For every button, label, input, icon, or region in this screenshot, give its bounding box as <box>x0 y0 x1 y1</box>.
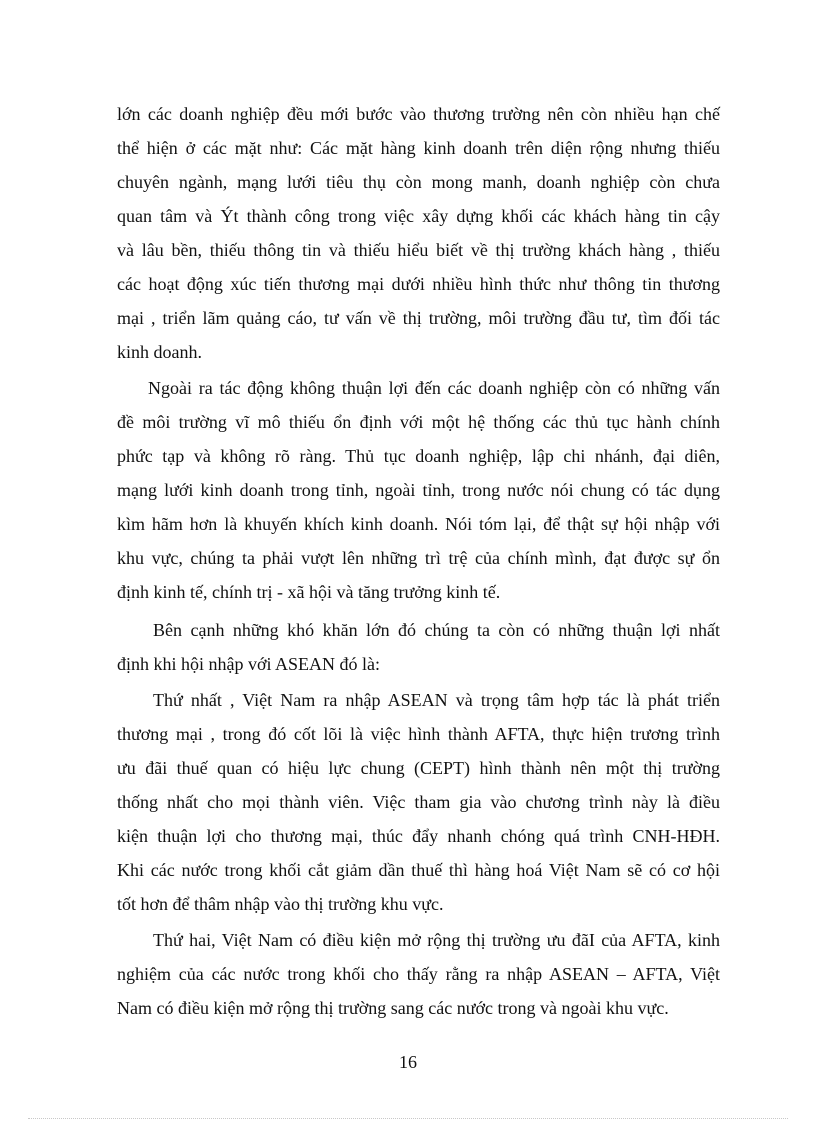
paragraph-4-line-5: kiện thuận lợi cho thương mại, thúc đẩy nhanh chóng quá trình CNH-HĐH. <box>117 826 720 846</box>
paragraph-4-line-1: Thứ nhất , Việt Nam ra nhập ASEAN và trọng tâm hợp tác là phát triển <box>153 690 720 710</box>
paragraph-3-line-1: Bên cạnh những khó khăn lớn đó chúng ta còn có những thuận lợi nhất <box>153 620 720 640</box>
paragraph-3-line-2: định khi hội nhập với ASEAN đó là: <box>117 654 381 674</box>
page-bottom-divider <box>28 1118 788 1119</box>
paragraph-4-line-7: tốt hơn để thâm nhập vào thị trường khu vực. <box>117 894 444 914</box>
paragraph-1-line-1: lớn các doanh nghiệp đều mới bước vào thương trường nên còn nhiều hạn chế <box>117 104 720 124</box>
paragraph-1-line-7: mại , triển lãm quảng cáo, tư vấn về thị trường, môi trường đầu tư, tìm đối tác <box>117 308 720 328</box>
paragraph-5-line-2: nghiệm của các nước trong khối cho thấy rằng ra nhập ASEAN – AFTA, Việt <box>117 964 720 984</box>
paragraph-5-line-1: Thứ hai, Việt Nam có điều kiện mở rộng thị trường ưu đãI của AFTA, kinh <box>153 930 720 950</box>
paragraph-1-line-6: các hoạt động xúc tiến thương mại dưới nhiều hình thức như thông tin thương <box>117 274 720 294</box>
paragraph-5-line-3: Nam có điều kiện mở rộng thị trường sang các nước trong và ngoài khu vực. <box>117 998 669 1018</box>
paragraph-4-line-2: thương mại , trong đó cốt lõi là việc hình thành AFTA, thực hiện trương trình <box>117 724 720 744</box>
paragraph-1-line-5: và lâu bền, thiếu thông tin và thiếu hiểu biết về thị trường khách hàng , thiếu <box>117 240 720 260</box>
paragraph-4-line-4: thống nhất cho mọi thành viên. Việc tham gia vào chương trình này là điều <box>117 792 720 812</box>
paragraph-2-line-6: khu vực, chúng ta phải vượt lên những trì trệ của chính mình, đạt được sự ổn <box>117 548 720 568</box>
paragraph-1-line-3: chuyên ngành, mạng lưới tiêu thụ còn mong manh, doanh nghiệp còn chưa <box>117 172 720 192</box>
paragraph-2-line-1: Ngoài ra tác động không thuận lợi đến các doanh nghiệp còn có những vấn <box>148 378 720 398</box>
paragraph-2-line-5: kìm hãm hơn là khuyến khích kinh doanh. Nói tóm lại, để thật sự hội nhập với <box>117 514 720 534</box>
paragraph-4-line-6: Khi các nước trong khối cắt giảm dần thuế thì hàng hoá Việt Nam sẽ có cơ hội <box>117 860 720 880</box>
paragraph-4-line-3: ưu đãi thuế quan có hiệu lực chung (CEPT) hình thành nên một thị trường <box>117 758 720 778</box>
paragraph-1-line-8: kinh doanh. <box>117 342 202 362</box>
paragraph-2-line-7: định kinh tế, chính trị - xã hội và tăng trưởng kinh tế. <box>117 582 501 602</box>
paragraph-1-line-4: quan tâm và Ýt thành công trong việc xây dựng khối các khách hàng tin cậy <box>117 206 720 226</box>
paragraph-1-line-2: thể hiện ở các mặt như: Các mặt hàng kinh doanh trên diện rộng nhưng thiếu <box>117 138 720 158</box>
page-number: 16 <box>399 1052 417 1072</box>
paragraph-2-line-4: mạng lưới kinh doanh trong tỉnh, ngoài tỉnh, trong nước nói chung có tác dụng <box>117 480 720 500</box>
paragraph-2-line-2: đề môi trường vĩ mô thiếu ổn định với một hệ thống các thủ tục hành chính <box>117 412 720 432</box>
paragraph-2-line-3: phức tạp và không rõ ràng. Thủ tục doanh nghiệp, lập chi nhánh, đại diên, <box>117 446 720 466</box>
